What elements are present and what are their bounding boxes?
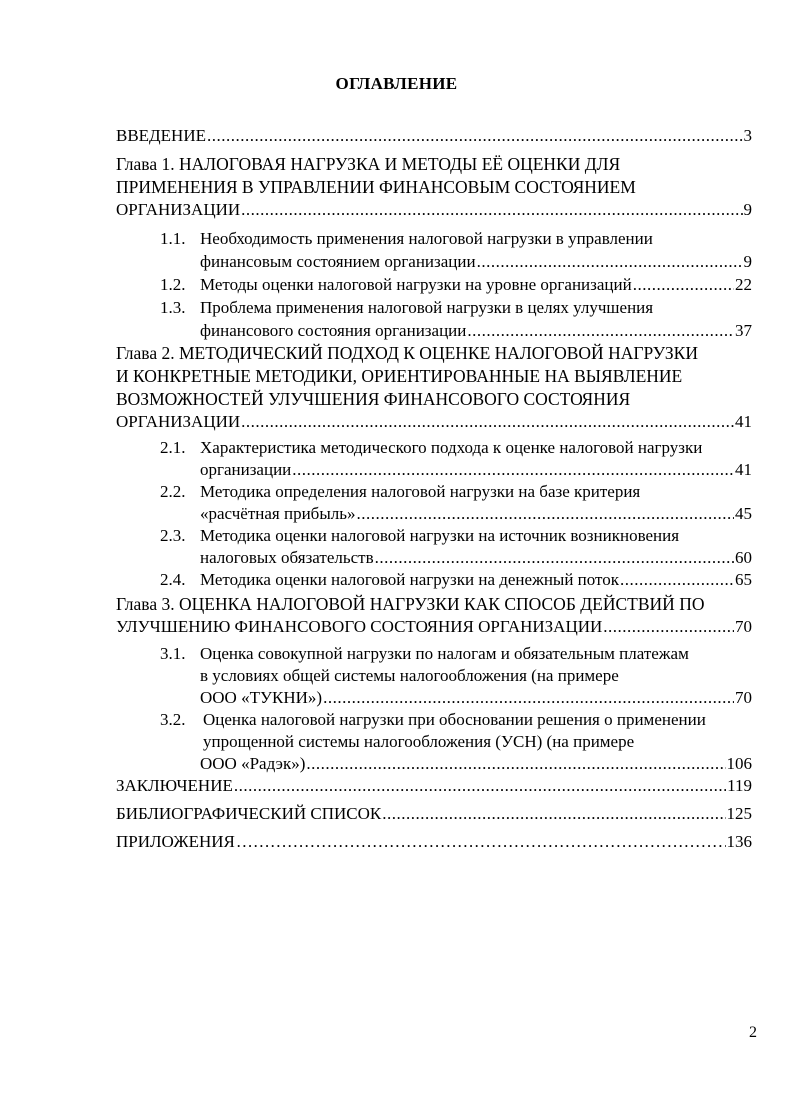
toc-entry-page: 41: [735, 412, 752, 431]
toc-entry-page: 70: [735, 688, 752, 707]
toc-entry-section-2-3[interactable]: [200, 547, 752, 569]
toc-entry-page: 9: [743, 252, 752, 271]
page-number: 2: [749, 1024, 757, 1041]
toc-entry-page: 106: [726, 754, 752, 773]
toc-entry-page: 60: [735, 548, 752, 567]
chapter3-title-line1[interactable]: Глава 3. ОЦЕНКА НАЛОГОВОЙ НАГРУЗКИ КАК СПОСОБ ДЕЙСТВИЙ ПО: [116, 594, 705, 614]
toc-entry-label: ВВЕДЕНИЕ: [116, 126, 206, 145]
toc-entry-label: ЗАКЛЮЧЕНИЕ: [116, 776, 233, 795]
section-1-2-line1: Методы оценки налоговой нагрузки на уровне организаций: [200, 275, 632, 294]
toc-entry-appendices[interactable]: [116, 831, 752, 853]
section-2-2-line1[interactable]: Методика определения налоговой нагрузки на базе критерия: [200, 482, 641, 501]
chapter2-title-line3[interactable]: ВОЗМОЖНОСТЕЙ УЛУЧШЕНИЯ ФИНАНСОВОГО СОСТОЯНИЯ: [116, 389, 631, 409]
section-number: 2.2.: [160, 482, 186, 501]
chapter2-title-line4: ОРГАНИЗАЦИИ: [116, 412, 241, 431]
chapter2-title-line2[interactable]: И КОНКРЕТНЫЕ МЕТОДИКИ, ОРИЕНТИРОВАННЫЕ НА ВЫЯВЛЕНИЕ: [116, 366, 683, 386]
toc-entry-chapter1[interactable]: [116, 199, 752, 221]
toc-entry-page: 65: [735, 570, 752, 589]
chapter2-title-line1[interactable]: Глава 2. МЕТОДИЧЕСКИЙ ПОДХОД К ОЦЕНКЕ НАЛОГОВОЙ НАГРУЗКИ: [116, 343, 698, 363]
dot-leader: [306, 753, 725, 775]
toc-entry-chapter2[interactable]: [116, 411, 752, 433]
toc-entry-section-2-1[interactable]: [200, 459, 752, 481]
section-2-3-line2: налоговых обязательств: [200, 548, 374, 567]
section-2-3-line1[interactable]: Методика оценки налоговой нагрузки на источник возникновения: [200, 526, 680, 545]
section-3-2-line1[interactable]: Оценка налоговой нагрузки при обосновании решения о применении: [203, 710, 706, 729]
section-number: 3.1.: [160, 644, 186, 663]
section-number: 1.2.: [160, 275, 186, 294]
toc-entry-page: 22: [735, 275, 752, 294]
section-1-3-line2: финансового состояния организации: [200, 321, 467, 340]
section-2-1-line1[interactable]: Характеристика методического подхода к оценке налоговой нагрузки: [200, 438, 703, 457]
dot-leader: [357, 503, 735, 525]
dot-leader: [603, 616, 734, 638]
section-3-1-line2[interactable]: в условиях общей системы налогообложения (на примере: [200, 666, 619, 685]
section-2-2-line2: «расчётная прибыль»: [200, 504, 356, 523]
section-3-1-line3: ООО «ТУКНИ»): [200, 688, 323, 707]
section-3-2-line2[interactable]: упрощенной системы налогообложения (УСН) (на примере: [203, 732, 635, 751]
toc-entry-page: 9: [743, 200, 752, 219]
toc-entry-section-1-2[interactable]: [200, 274, 752, 296]
section-number: 2.1.: [160, 438, 186, 457]
section-1-1-line2: финансовым состоянием организации: [200, 252, 476, 271]
chapter1-title-line2[interactable]: ПРИМЕНЕНИЯ В УПРАВЛЕНИИ ФИНАНСОВЫМ СОСТОЯНИЕМ: [116, 177, 636, 197]
toc-entry-introduction[interactable]: [116, 125, 752, 147]
toc-entry-page: 70: [735, 617, 752, 636]
toc-entry-label: БИБЛИОГРАФИЧЕСКИЙ СПИСОК: [116, 804, 382, 823]
toc-entry-section-1-1[interactable]: [200, 251, 752, 273]
toc-entry-section-2-4[interactable]: [200, 569, 752, 591]
toc-entry-page: 37: [735, 321, 752, 340]
section-2-4-line1: Методика оценки налоговой нагрузки на денежный поток: [200, 570, 620, 589]
chapter3-title-line2: УЛУЧШЕНИЮ ФИНАНСОВОГО СОСТОЯНИЯ ОРГАНИЗАЦИИ: [116, 617, 603, 636]
toc-entry-chapter3[interactable]: [116, 616, 752, 638]
dot-leader: [234, 775, 726, 797]
section-1-1-line1[interactable]: Необходимость применения налоговой нагрузки в управлении: [200, 229, 653, 248]
dot-leader: [633, 274, 734, 296]
section-number: 2.3.: [160, 526, 186, 545]
toc-title: ОГЛАВЛЕНИЕ: [335, 74, 458, 93]
toc-entry-label: ПРИЛОЖЕНИЯ: [116, 832, 235, 851]
section-1-3-line1[interactable]: Проблема применения налоговой нагрузки в целях улучшения: [200, 298, 654, 317]
section-3-2-line3: ООО «Радэк»): [200, 754, 306, 773]
toc-entry-bibliography[interactable]: [116, 803, 752, 825]
chapter1-title-line1[interactable]: Глава 1. НАЛОГОВАЯ НАГРУЗКА И МЕТОДЫ ЕЁ ОЦЕНКИ ДЛЯ: [116, 154, 621, 174]
section-number: 1.3.: [160, 298, 186, 317]
dot-leader: [241, 199, 742, 221]
dot-leader: [382, 803, 725, 825]
chapter1-title-line3: ОРГАНИЗАЦИИ: [116, 200, 241, 219]
dot-leader: [292, 459, 734, 481]
dot-leader: [207, 125, 743, 147]
toc-entry-page: 45: [735, 504, 752, 523]
toc-entry-page: 3: [743, 126, 752, 145]
toc-entry-section-2-2[interactable]: [200, 503, 752, 525]
toc-entry-page: 125: [726, 804, 752, 823]
dot-leader: [477, 251, 743, 273]
section-2-1-line2: организации: [200, 460, 292, 479]
toc-entry-conclusion[interactable]: [116, 775, 752, 797]
dot-leader: [323, 687, 734, 709]
dot-leader: [241, 411, 734, 433]
section-number: 1.1.: [160, 229, 186, 248]
section-number: 2.4.: [160, 570, 186, 589]
section-number: 3.2.: [160, 710, 186, 729]
dot-leader: [620, 569, 734, 591]
toc-entry-page: 119: [727, 776, 752, 795]
section-3-1-line1[interactable]: Оценка совокупной нагрузки по налогам и обязательным платежам: [200, 644, 689, 663]
toc-entry-section-1-3[interactable]: [200, 320, 752, 342]
toc-entry-page: 41: [735, 460, 752, 479]
toc-entry-section-3-1[interactable]: [200, 687, 752, 709]
toc-entry-section-3-2[interactable]: [200, 753, 752, 775]
dot-leader: [467, 320, 734, 342]
dot-leader: [375, 547, 734, 569]
dot-leader: [236, 831, 726, 853]
toc-entry-page: 136: [726, 832, 752, 851]
